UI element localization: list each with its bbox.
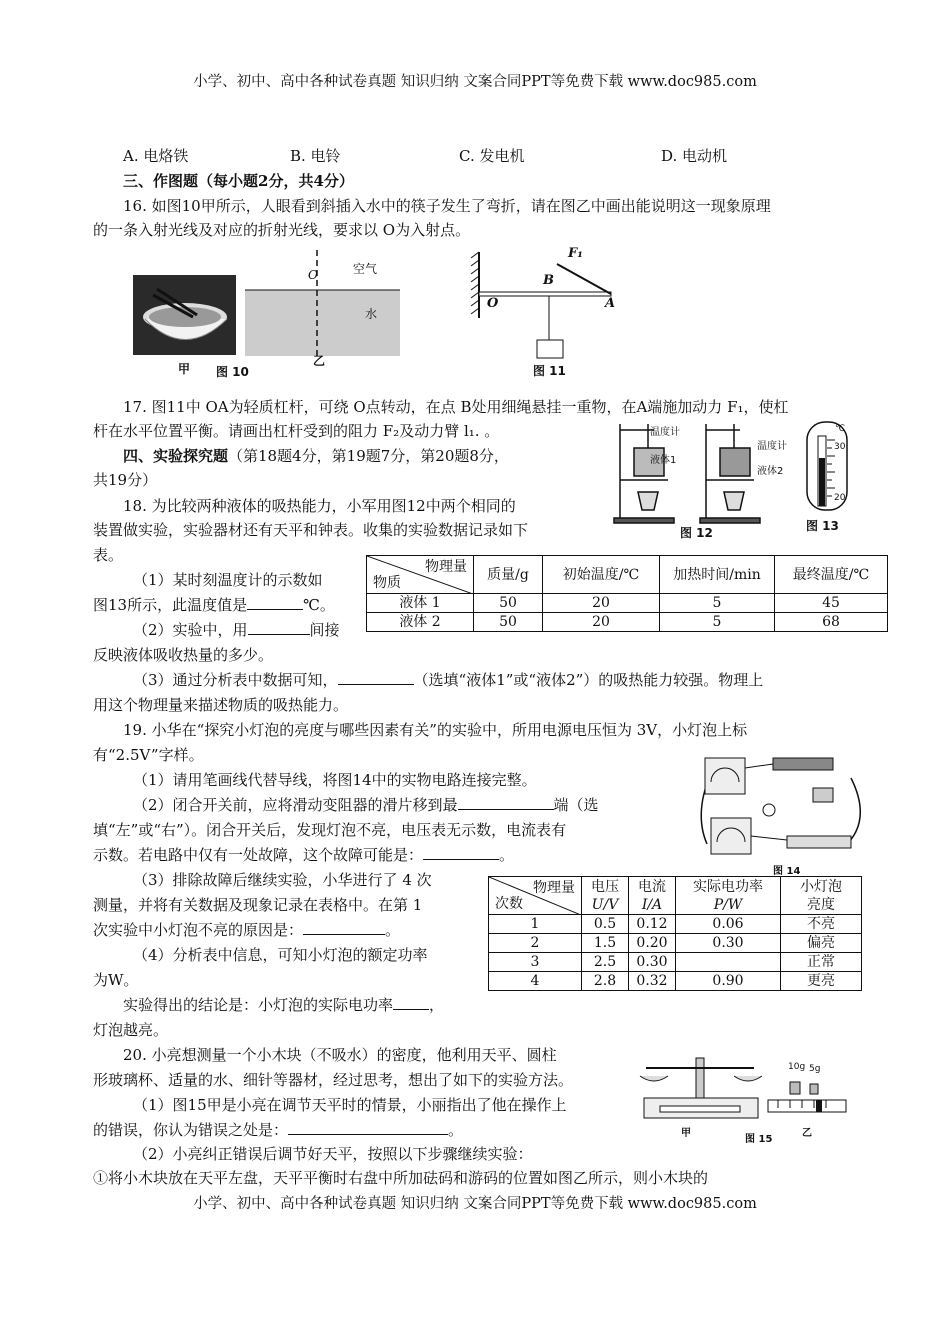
q18-answer-method[interactable] bbox=[248, 620, 310, 635]
table-row bbox=[489, 934, 862, 953]
fig10-o-label: O bbox=[308, 268, 318, 282]
q18-p1b: 图13所示，此温度值是 bbox=[93, 596, 248, 614]
table-row bbox=[367, 613, 888, 632]
table-cell-blank[interactable] bbox=[676, 953, 781, 972]
fig10-caption: 图 10 bbox=[216, 365, 249, 379]
table-row bbox=[367, 594, 888, 613]
section-4-title-line bbox=[123, 446, 509, 466]
table-cell: 68 bbox=[775, 613, 888, 632]
q19-p2b: 端（选 bbox=[553, 796, 599, 814]
table-cell: 0.20 bbox=[629, 934, 676, 953]
q19-p2d: 示数。若电路中仅有一处故障，这个故障可能是： bbox=[93, 846, 424, 864]
col-header: 加热时间/min bbox=[660, 556, 775, 594]
bowl-chopsticks-image bbox=[133, 275, 236, 355]
table-row bbox=[489, 953, 862, 972]
q20-p2: （2）小亮纠正错误后调节好天平，按照以下步骤继续实验： bbox=[133, 1145, 533, 1163]
section-3-title: 三、作图题（每小题2分，共4分） bbox=[123, 172, 354, 190]
q20-answer-error[interactable] bbox=[288, 1120, 448, 1135]
q19-p3b: 测量，并将有关数据及现象记录在表格中。在第 1 bbox=[93, 896, 423, 914]
table-header-row bbox=[367, 556, 888, 594]
diagonal-header-cell bbox=[489, 877, 582, 915]
diagonal-header-cell bbox=[367, 556, 474, 594]
fig13-tick-20: 20 bbox=[834, 493, 846, 503]
fig11-b-label: B bbox=[543, 273, 554, 288]
q19-p2c: 填“左”或“右”）。闭合开关后，发现灯泡不亮，电压表无示数，电流表有 bbox=[93, 821, 567, 839]
table-header-row bbox=[489, 877, 862, 915]
col-header: 电流 I/A bbox=[629, 877, 676, 915]
fig11-f1-label: F₁ bbox=[568, 246, 583, 261]
table-cell: 不亮 bbox=[781, 915, 862, 934]
q20-line1: 20. 小亮想测量一个小木块（不吸水）的密度，他利用天平、圆柱 bbox=[123, 1046, 557, 1064]
q18-p2-line bbox=[133, 620, 340, 640]
fig15-weight-5g: 5g bbox=[809, 1064, 821, 1074]
q18-p3b: （选填“液体1”或“液体2”）的吸热能力较强。物理上 bbox=[413, 671, 764, 689]
table-cell: 0.30 bbox=[629, 953, 676, 972]
table-cell: 20 bbox=[543, 594, 660, 613]
q19-p3c: 次实验中小灯泡不亮的原因是： bbox=[93, 921, 304, 939]
col-header: 实际电功率 P/W bbox=[676, 877, 781, 915]
q19-p2-line bbox=[133, 795, 599, 815]
fig15-weight-10g: 10g bbox=[788, 1062, 806, 1072]
q18-line1: 18. 为比较两种液体的吸热能力，小军用图12中两个相同的 bbox=[123, 497, 516, 515]
fig12-caption: 图 12 bbox=[680, 526, 713, 540]
table-cell: 1 bbox=[489, 915, 582, 934]
page-footer: 小学、初中、高中各种试卷真题 知识归纳 文案合同PPT等免费下载 www.doc985.com bbox=[193, 1196, 757, 1212]
q19-p3d: 。 bbox=[385, 921, 401, 939]
diag-bottom: 物质 bbox=[373, 575, 401, 591]
col-header: 初始温度/℃ bbox=[543, 556, 660, 594]
fig13-caption: 图 13 bbox=[806, 519, 839, 533]
q20-p3: ①将小木块放在天平左盘，天平平衡时右盘中所加砝码和游码的位置如图乙所示，则小木块的 bbox=[93, 1169, 709, 1187]
table-cell: 0.32 bbox=[629, 972, 676, 991]
q16-line1: 16. 如图10甲所示，人眼看到斜插入水中的筷子发生了弯折，请在图乙中画出能说明这一现象原理 bbox=[123, 197, 771, 215]
q19-answer-conclusion[interactable] bbox=[393, 995, 429, 1010]
q20-p1b: 的错误，你认为错误之处是： bbox=[93, 1121, 289, 1139]
q18-p2a: （2）实验中，用 bbox=[133, 621, 248, 639]
table-cell: 1.5 bbox=[582, 934, 629, 953]
table-cell: 50 bbox=[474, 594, 543, 613]
fig13-unit: ℃ bbox=[835, 424, 846, 434]
q19-line1: 19. 小华在“探究小灯泡的亮度与哪些因素有关”的实验中，所用电源电压恒为 3V，小灯泡上标 bbox=[123, 721, 748, 739]
table-cell: 5 bbox=[660, 613, 775, 632]
fig10-jia-label: 甲 bbox=[178, 362, 191, 376]
q19-p2e: 。 bbox=[499, 846, 515, 864]
fig15-yi-label: 乙 bbox=[802, 1128, 812, 1139]
q20-p1c: 。 bbox=[448, 1121, 464, 1139]
table-cell: 50 bbox=[474, 613, 543, 632]
fig10-water-label: 水 bbox=[365, 307, 378, 321]
q19-c1: 实验得出的结论是：小灯泡的实际电功率 bbox=[123, 996, 394, 1014]
table-cell: 液体 2 bbox=[367, 613, 474, 632]
q17-line2: 杆在水平位置平衡。请画出杠杆受到的阻力 F₂及动力臂 l₁. 。 bbox=[93, 422, 500, 440]
fig11-o-label: O bbox=[487, 296, 499, 311]
table-cell: 45 bbox=[775, 594, 888, 613]
option-c: C. 发电机 bbox=[459, 147, 525, 165]
fig12-liquid2-label: 液体2 bbox=[757, 466, 784, 477]
fig12-liquid1-label: 液体1 bbox=[650, 455, 677, 466]
fig14-caption: 图 14 bbox=[773, 866, 801, 877]
fig12-apparatus bbox=[612, 418, 797, 538]
table-cell: 0.06 bbox=[676, 915, 781, 934]
fig10-photo bbox=[133, 275, 236, 355]
q18-p1a: （1）某时刻温度计的示数如 bbox=[133, 571, 323, 589]
option-b: B. 电铃 bbox=[290, 147, 341, 165]
fig11-a-label: A bbox=[605, 296, 616, 311]
q18-p2c: 反映液体吸收热量的多少。 bbox=[93, 646, 274, 664]
table-cell: 0.12 bbox=[629, 915, 676, 934]
q20-p1a: （1）图15甲是小亮在调节天平时的情景，小丽指出了他在操作上 bbox=[133, 1096, 567, 1114]
q18-p2b: 间接 bbox=[309, 621, 340, 639]
col-header: 最终温度/℃ bbox=[775, 556, 888, 594]
table-cell: 2.5 bbox=[582, 953, 629, 972]
table-cell: 0.5 bbox=[582, 915, 629, 934]
table-row bbox=[489, 972, 862, 991]
q18-answer-temp[interactable] bbox=[247, 595, 303, 610]
col-header: 质量/g bbox=[474, 556, 543, 594]
q18-line2: 装置做实验，实验器材还有天平和钟表。收集的实验数据记录如下 bbox=[93, 521, 529, 539]
fig15-weights-and-scale bbox=[766, 1078, 848, 1118]
option-a: A. 电烙铁 bbox=[123, 147, 189, 165]
diag-top: 物理量 bbox=[425, 559, 467, 575]
fig13-tick-30: 30 bbox=[834, 442, 846, 452]
table-cell: 正常 bbox=[781, 953, 862, 972]
fig11-caption: 图 11 bbox=[533, 364, 566, 378]
table-row bbox=[489, 915, 862, 934]
section-4-title: 四、实验探究题 bbox=[123, 447, 229, 465]
table-cell: 0.30 bbox=[676, 934, 781, 953]
page-header: 小学、初中、高中各种试卷真题 知识归纳 文案合同PPT等免费下载 www.doc985.com bbox=[193, 74, 757, 90]
q19-p3-line bbox=[93, 920, 400, 940]
diag-bottom: 次数 bbox=[495, 896, 523, 912]
q20-line2: 形玻璃杯、适量的水、细针等器材，经过思考，想出了如下的实验方法。 bbox=[93, 1071, 574, 1089]
table-cell: 2 bbox=[489, 934, 582, 953]
q19-line2: 有“2.5V”字样。 bbox=[93, 746, 204, 764]
q19-answer-end[interactable] bbox=[458, 795, 554, 810]
table-cell: 5 bbox=[660, 594, 775, 613]
fig12-thermo-label-1: 温度计 bbox=[650, 427, 680, 438]
q19-p2a: （2）闭合开关前，应将滑动变阻器的滑片移到最 bbox=[133, 796, 458, 814]
q19-c3: 灯泡越亮。 bbox=[93, 1021, 169, 1039]
q18-data-table bbox=[366, 555, 888, 632]
q19-answer-fault[interactable] bbox=[423, 845, 499, 860]
q18-answer-liquid[interactable] bbox=[338, 670, 414, 685]
q19-conclusion-line bbox=[123, 995, 444, 1015]
q19-p2-line2 bbox=[93, 845, 514, 865]
section-4-scores: （第18题4分，第19题7分，第20题8分， bbox=[228, 447, 509, 465]
col-header: 小灯泡 亮度 bbox=[781, 877, 862, 915]
section-4-scores-cont: 共19分） bbox=[93, 471, 158, 489]
q18-p3c: 用这个物理量来描述物质的吸热能力。 bbox=[93, 696, 349, 714]
fig15-balance bbox=[636, 1046, 766, 1126]
table-cell: 0.90 bbox=[676, 972, 781, 991]
q19-p4b: 为W。 bbox=[93, 971, 139, 989]
q18-line3: 表。 bbox=[93, 546, 124, 564]
fig15-jia-label: 甲 bbox=[681, 1128, 691, 1139]
q17-line1: 17. 图11中 OA为轻质杠杆，可绕 O点转动，在点 B处用细绳悬挂一重物，在A端施加动力 F₁，使杠 bbox=[123, 398, 789, 416]
q19-p3a: （3）排除故障后继续实验，小华进行了 4 次 bbox=[133, 871, 432, 889]
q19-p4a: （4）分析表中信息，可知小灯泡的额定功率 bbox=[133, 946, 428, 964]
q19-c2: ， bbox=[429, 996, 445, 1014]
table-cell: 20 bbox=[543, 613, 660, 632]
option-d: D. 电动机 bbox=[661, 147, 728, 165]
q18-p3a: （3）通过分析表中数据可知， bbox=[133, 671, 338, 689]
table-cell: 4 bbox=[489, 972, 582, 991]
fig15-caption: 图 15 bbox=[745, 1134, 773, 1145]
q18-p1c: ℃。 bbox=[303, 596, 335, 614]
fig10-air-label: 空气 bbox=[353, 262, 378, 276]
diag-top: 物理量 bbox=[533, 880, 575, 896]
fig10-yi-label: 乙 bbox=[313, 354, 326, 368]
table-cell: 2.8 bbox=[582, 972, 629, 991]
table-cell: 更亮 bbox=[781, 972, 862, 991]
q18-p3-line bbox=[133, 670, 763, 690]
q16-line2: 的一条入射光线及对应的折射光线，要求以 O为入射点。 bbox=[93, 221, 471, 239]
table-cell: 偏亮 bbox=[781, 934, 862, 953]
table-cell: 3 bbox=[489, 953, 582, 972]
q20-p1-line bbox=[93, 1120, 463, 1140]
table-cell: 液体 1 bbox=[367, 594, 474, 613]
q18-p1-line bbox=[93, 595, 335, 615]
fig14-circuit bbox=[683, 752, 868, 864]
q19-p1: （1）请用笔画线代替导线，将图14中的实物电路连接完整。 bbox=[133, 771, 537, 789]
q19-answer-reason[interactable] bbox=[303, 920, 385, 935]
fig12-thermo-label-2: 温度计 bbox=[757, 441, 787, 452]
col-header: 电压 U/V bbox=[582, 877, 629, 915]
q19-data-table bbox=[488, 876, 862, 991]
